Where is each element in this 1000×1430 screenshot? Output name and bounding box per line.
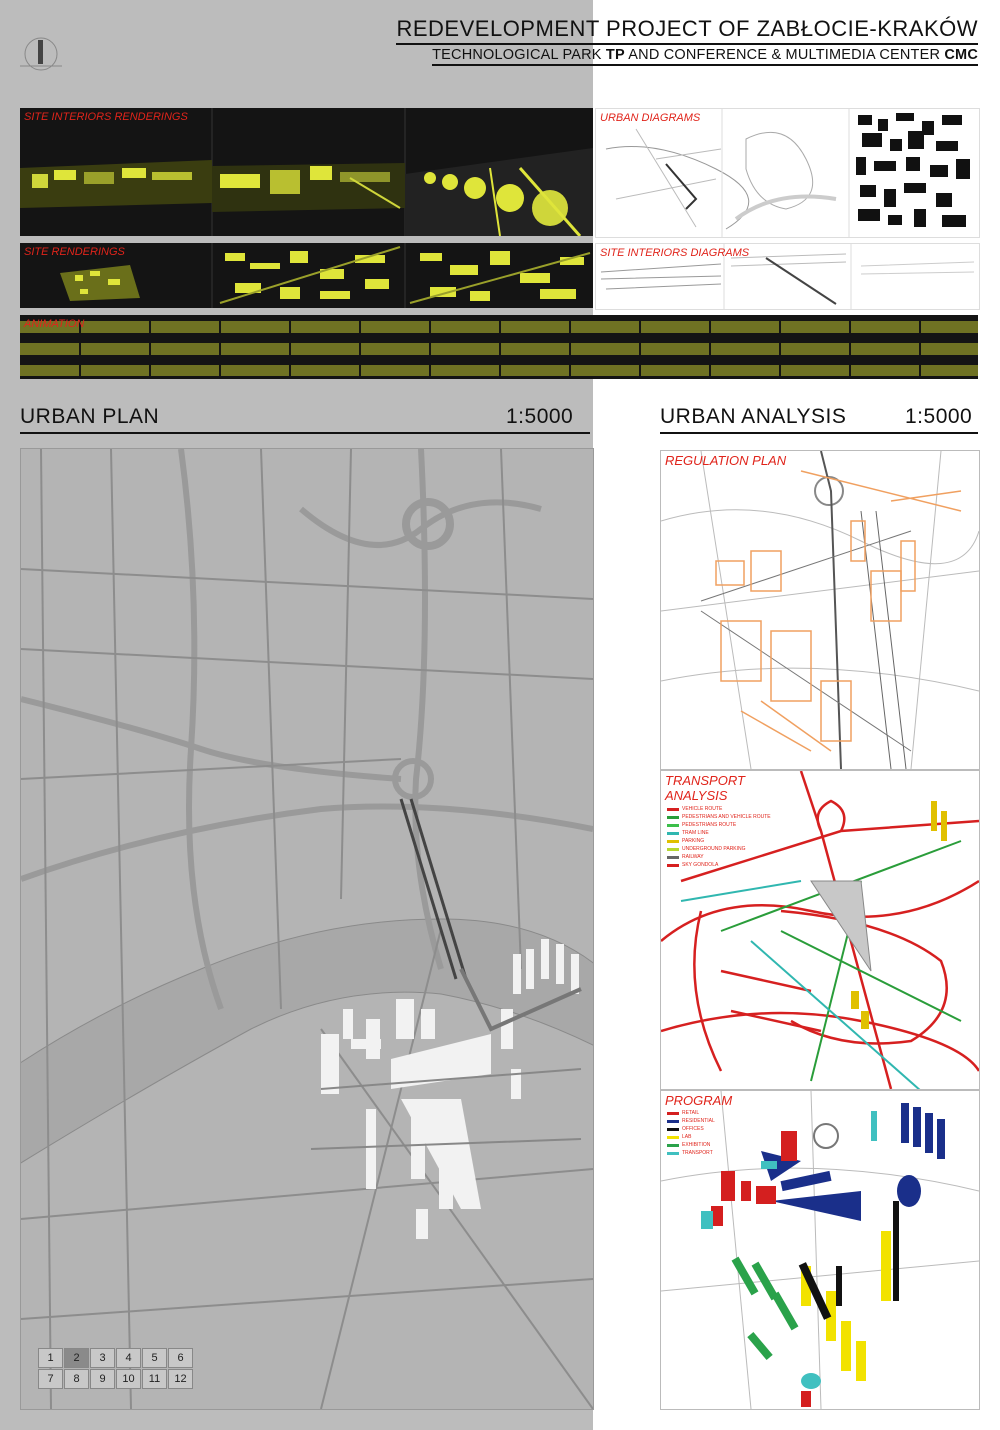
sheet-index-grid — [38, 1348, 193, 1389]
project-subtitle: TECHNOLOGICAL PARK TP AND CONFERENCE & MULTIMEDIA CENTER CMC — [432, 47, 978, 66]
urban-diagrams-label: URBAN DIAGRAMS — [600, 112, 701, 124]
sheet-cell[interactable]: 3 — [90, 1348, 115, 1368]
legend-row: LAB — [667, 1133, 715, 1141]
legend-row: UNDERGROUND PARKING — [667, 845, 771, 853]
site-renderings-strip[interactable] — [20, 243, 593, 308]
project-title: REDEVELOPMENT PROJECT OF ZABŁOCIE-KRAKÓW — [396, 16, 978, 45]
legend-row: VEHICLE ROUTE — [667, 805, 771, 813]
urban-analysis-scale: 1:5000 — [905, 405, 973, 428]
transport-analysis-panel[interactable] — [660, 770, 980, 1090]
sheet-cell[interactable]: 1 — [38, 1348, 63, 1368]
sheet-cell[interactable]: 12 — [168, 1369, 193, 1389]
legend-row: RESIDENTIAL — [667, 1117, 715, 1125]
legend-row: RAILWAY — [667, 853, 771, 861]
sheet-cell[interactable]: 7 — [38, 1369, 63, 1389]
sheet-cell[interactable]: 8 — [64, 1369, 89, 1389]
program-panel[interactable] — [660, 1090, 980, 1410]
urban-plan-map[interactable] — [20, 448, 594, 1410]
urban-diagrams-panel[interactable] — [595, 108, 980, 238]
transport-legend — [667, 805, 771, 869]
regulation-plan-panel[interactable] — [660, 450, 980, 770]
animation-frames-image — [20, 315, 978, 379]
sheet-cell-current[interactable]: 2 — [64, 1348, 89, 1368]
sheet-cell[interactable]: 11 — [142, 1369, 167, 1389]
program-legend — [667, 1109, 715, 1157]
legend-row: RETAIL — [667, 1109, 715, 1117]
urban-analysis-rule — [660, 432, 978, 434]
urban-diagrams-image — [596, 109, 979, 237]
sheet-cell[interactable]: 9 — [90, 1369, 115, 1389]
legend-row: SKY GONDOLA — [667, 861, 771, 869]
animation-label: ANIMATION — [24, 318, 85, 330]
legend-row: PARKING — [667, 837, 771, 845]
sheet-cell[interactable]: 6 — [168, 1348, 193, 1368]
regulation-plan-image — [661, 451, 979, 769]
logo-icon — [18, 36, 64, 72]
site-interiors-diagrams-label: SITE INTERIORS DIAGRAMS — [600, 247, 750, 259]
urban-plan-map-image — [21, 449, 593, 1409]
legend-row: TRAM LINE — [667, 829, 771, 837]
urban-plan-rule — [20, 432, 590, 434]
urban-plan-heading: URBAN PLAN — [20, 405, 160, 428]
interiors-render-image — [20, 108, 593, 236]
legend-row: PEDESTRIANS ROUTE — [667, 821, 771, 829]
urban-plan-scale: 1:5000 — [506, 405, 574, 428]
legend-row: PEDESTRIANS AND VEHICLE ROUTE — [667, 813, 771, 821]
regulation-plan-label: REGULATION PLAN — [665, 453, 787, 468]
site-interiors-renderings-strip[interactable] — [20, 108, 593, 236]
sheet-cell[interactable]: 4 — [116, 1348, 141, 1368]
program-label: PROGRAM — [665, 1093, 733, 1108]
sheet-cell[interactable]: 10 — [116, 1369, 141, 1389]
transport-analysis-label: TRANSPORT ANALYSIS — [665, 773, 745, 803]
legend-row: OFFICES — [667, 1125, 715, 1133]
legend-row: TRANSPORT — [667, 1149, 715, 1157]
site-interiors-renderings-label: SITE INTERIORS RENDERINGS — [24, 111, 188, 123]
legend-row: EXHIBITION — [667, 1141, 715, 1149]
urban-analysis-heading: URBAN ANALYSIS — [660, 405, 847, 428]
sheet-cell[interactable]: 5 — [142, 1348, 167, 1368]
site-interiors-diagrams-panel[interactable] — [595, 243, 980, 310]
animation-strip[interactable] — [20, 315, 978, 379]
site-renderings-label: SITE RENDERINGS — [24, 246, 125, 258]
